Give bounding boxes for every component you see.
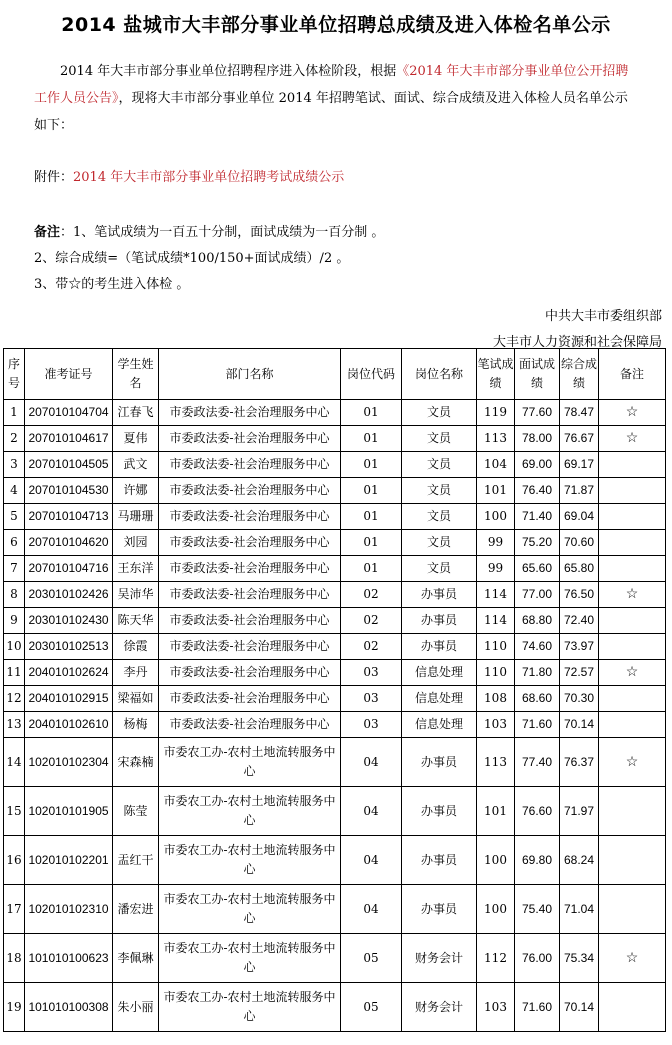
post-name: 文员 — [402, 530, 477, 556]
department: 市委农工办-农村土地流转服务中心 — [159, 738, 341, 787]
total-score: 70.60 — [560, 530, 599, 556]
intro-text-before: 2014 年大丰市部分事业单位招聘程序进入体检阶段，根据 — [60, 64, 397, 79]
exam-id: 203010102513 — [25, 634, 113, 660]
written-score: 110 — [477, 660, 515, 686]
interview-score: 75.20 — [515, 530, 560, 556]
post-name: 办事员 — [402, 885, 477, 934]
post-code: 02 — [341, 634, 402, 660]
remark — [599, 836, 666, 885]
written-score: 119 — [477, 400, 515, 426]
row-number: 15 — [4, 787, 25, 836]
post-name: 文员 — [402, 452, 477, 478]
total-score: 76.67 — [560, 426, 599, 452]
department: 市委农工办-农村土地流转服务中心 — [159, 836, 341, 885]
student-name: 宋森楠 — [113, 738, 159, 787]
remark: ☆ — [599, 426, 666, 452]
exam-id: 101010100308 — [25, 983, 113, 1032]
interview-score: 71.40 — [515, 504, 560, 530]
post-name: 财务会计 — [402, 983, 477, 1032]
interview-score: 74.60 — [515, 634, 560, 660]
student-name: 李佩琳 — [113, 934, 159, 983]
remark: ☆ — [599, 582, 666, 608]
note-line-3: 3、带☆的考生进入体检 。 — [34, 277, 190, 292]
written-score: 114 — [477, 608, 515, 634]
student-name: 吴沛华 — [113, 582, 159, 608]
total-score: 71.97 — [560, 787, 599, 836]
post-code: 01 — [341, 530, 402, 556]
note-line-1: ：1、笔试成绩为一百五十分制，面试成绩为一百分制 。 — [60, 225, 385, 240]
post-name: 信息处理 — [402, 660, 477, 686]
row-number: 2 — [4, 426, 25, 452]
interview-score: 68.80 — [515, 608, 560, 634]
header-no: 序号 — [4, 349, 25, 400]
department: 市委农工办-农村土地流转服务中心 — [159, 885, 341, 934]
total-score: 71.87 — [560, 478, 599, 504]
header-written-score: 笔试成绩 — [477, 349, 515, 400]
total-score: 68.24 — [560, 836, 599, 885]
table-row — [4, 787, 666, 836]
post-name: 办事员 — [402, 634, 477, 660]
post-name: 信息处理 — [402, 686, 477, 712]
department: 市委政法委-社会治理服务中心 — [159, 660, 341, 686]
table-row — [4, 686, 666, 712]
student-name: 陈天华 — [113, 608, 159, 634]
remark — [599, 608, 666, 634]
table-row — [4, 478, 666, 504]
post-code: 05 — [341, 934, 402, 983]
table-row — [4, 608, 666, 634]
post-code: 01 — [341, 504, 402, 530]
total-score: 65.80 — [560, 556, 599, 582]
written-score: 103 — [477, 983, 515, 1032]
row-number: 8 — [4, 582, 25, 608]
post-code: 01 — [341, 478, 402, 504]
remark: ☆ — [599, 738, 666, 787]
total-score: 69.04 — [560, 504, 599, 530]
exam-id: 207010104620 — [25, 530, 113, 556]
exam-id: 102010102304 — [25, 738, 113, 787]
row-number: 7 — [4, 556, 25, 582]
exam-id: 207010104716 — [25, 556, 113, 582]
post-code: 05 — [341, 983, 402, 1032]
student-name: 潘宏进 — [113, 885, 159, 934]
exam-id: 204010102915 — [25, 686, 113, 712]
exam-id: 102010102310 — [25, 885, 113, 934]
post-name: 文员 — [402, 504, 477, 530]
row-number: 6 — [4, 530, 25, 556]
interview-score: 69.00 — [515, 452, 560, 478]
exam-id: 207010104713 — [25, 504, 113, 530]
student-name: 江春飞 — [113, 400, 159, 426]
post-code: 04 — [341, 885, 402, 934]
student-name: 梁福如 — [113, 686, 159, 712]
post-code: 04 — [341, 738, 402, 787]
student-name: 李丹 — [113, 660, 159, 686]
post-name: 办事员 — [402, 582, 477, 608]
intro-paragraph — [34, 58, 634, 139]
interview-score: 76.00 — [515, 934, 560, 983]
post-code: 04 — [341, 787, 402, 836]
announcement-link[interactable]: 《2014 年大丰市部分事业单位公开招聘工作人员公告》 — [34, 64, 629, 106]
post-code: 04 — [341, 836, 402, 885]
table-row — [4, 983, 666, 1032]
post-name: 办事员 — [402, 608, 477, 634]
header-name: 学生姓名 — [113, 349, 159, 400]
remark — [599, 556, 666, 582]
post-code: 01 — [341, 426, 402, 452]
attachment-label: 附件： — [34, 170, 74, 185]
department: 市委农工办-农村土地流转服务中心 — [159, 983, 341, 1032]
table-row — [4, 400, 666, 426]
attachment-link[interactable]: 2014 年大丰市部分事业单位招聘考试成绩公示 — [73, 170, 345, 185]
interview-score: 69.80 — [515, 836, 560, 885]
remark — [599, 530, 666, 556]
remark — [599, 452, 666, 478]
row-number: 14 — [4, 738, 25, 787]
table-row — [4, 885, 666, 934]
exam-id: 207010104530 — [25, 478, 113, 504]
header-remark: 备注 — [599, 349, 666, 400]
post-name: 信息处理 — [402, 712, 477, 738]
exam-id: 207010104617 — [25, 426, 113, 452]
signature-org-2: 大丰市人力资源和社会保障局 — [492, 335, 662, 350]
header-post-code: 岗位代码 — [341, 349, 402, 400]
written-score: 110 — [477, 634, 515, 660]
remark — [599, 787, 666, 836]
post-code: 02 — [341, 582, 402, 608]
department: 市委政法委-社会治理服务中心 — [159, 452, 341, 478]
interview-score: 77.40 — [515, 738, 560, 787]
department: 市委政法委-社会治理服务中心 — [159, 686, 341, 712]
remark — [599, 983, 666, 1032]
department: 市委政法委-社会治理服务中心 — [159, 478, 341, 504]
remark — [599, 478, 666, 504]
written-score: 104 — [477, 452, 515, 478]
department: 市委政法委-社会治理服务中心 — [159, 582, 341, 608]
interview-score: 76.60 — [515, 787, 560, 836]
row-number: 10 — [4, 634, 25, 660]
exam-id: 203010102426 — [25, 582, 113, 608]
written-score: 101 — [477, 478, 515, 504]
post-name: 办事员 — [402, 738, 477, 787]
table-row — [4, 530, 666, 556]
department: 市委农工办-农村土地流转服务中心 — [159, 787, 341, 836]
table-row — [4, 452, 666, 478]
total-score: 75.34 — [560, 934, 599, 983]
header-department: 部门名称 — [159, 349, 341, 400]
table-row — [4, 836, 666, 885]
total-score: 69.17 — [560, 452, 599, 478]
post-code: 03 — [341, 660, 402, 686]
post-code: 03 — [341, 686, 402, 712]
written-score: 101 — [477, 787, 515, 836]
header-interview-score: 面试成绩 — [515, 349, 560, 400]
row-number: 16 — [4, 836, 25, 885]
written-score: 112 — [477, 934, 515, 983]
header-exam-id: 准考证号 — [25, 349, 113, 400]
written-score: 114 — [477, 582, 515, 608]
student-name: 刘园 — [113, 530, 159, 556]
department: 市委政法委-社会治理服务中心 — [159, 530, 341, 556]
table-row — [4, 634, 666, 660]
student-name: 武文 — [113, 452, 159, 478]
department: 市委政法委-社会治理服务中心 — [159, 400, 341, 426]
post-name: 文员 — [402, 400, 477, 426]
post-name: 办事员 — [402, 787, 477, 836]
post-name: 文员 — [402, 426, 477, 452]
remark: ☆ — [599, 934, 666, 983]
row-number: 3 — [4, 452, 25, 478]
written-score: 99 — [477, 556, 515, 582]
row-number: 17 — [4, 885, 25, 934]
interview-score: 78.00 — [515, 426, 560, 452]
table-row — [4, 504, 666, 530]
table-row — [4, 426, 666, 452]
remark — [599, 686, 666, 712]
row-number: 1 — [4, 400, 25, 426]
interview-score: 71.80 — [515, 660, 560, 686]
student-name: 盂红干 — [113, 836, 159, 885]
post-name: 文员 — [402, 556, 477, 582]
student-name: 夏伟 — [113, 426, 159, 452]
department: 市委政法委-社会治理服务中心 — [159, 634, 341, 660]
post-name: 文员 — [402, 478, 477, 504]
total-score: 73.97 — [560, 634, 599, 660]
intro-text-after: ，现将大丰市部分事业单位 2014 年招聘笔试、面试、综合成绩及进入体检人员名单公示如下： — [34, 91, 628, 133]
header-total-score: 综合成绩 — [560, 349, 599, 400]
signature-org-1: 中共大丰市委组织部 — [544, 309, 662, 324]
student-name: 许娜 — [113, 478, 159, 504]
post-name: 办事员 — [402, 836, 477, 885]
row-number: 13 — [4, 712, 25, 738]
post-code: 03 — [341, 712, 402, 738]
page-title: 2014 盐城市大丰部分事业单位招聘总成绩及进入体检名单公示 — [61, 14, 611, 36]
student-name: 朱小丽 — [113, 983, 159, 1032]
attachment-line — [34, 166, 344, 185]
post-code: 01 — [341, 400, 402, 426]
department: 市委政法委-社会治理服务中心 — [159, 504, 341, 530]
table-header-row — [4, 349, 666, 400]
written-score: 113 — [477, 426, 515, 452]
table-row — [4, 712, 666, 738]
exam-id: 204010102610 — [25, 712, 113, 738]
student-name: 陈莹 — [113, 787, 159, 836]
table-row — [4, 660, 666, 686]
student-name: 徐霞 — [113, 634, 159, 660]
total-score: 71.04 — [560, 885, 599, 934]
row-number: 5 — [4, 504, 25, 530]
student-name: 王东洋 — [113, 556, 159, 582]
row-number: 11 — [4, 660, 25, 686]
total-score: 78.47 — [560, 400, 599, 426]
total-score: 76.50 — [560, 582, 599, 608]
notes-label: 备注 — [34, 225, 61, 240]
exam-id: 102010102201 — [25, 836, 113, 885]
post-code: 01 — [341, 556, 402, 582]
interview-score: 71.60 — [515, 983, 560, 1032]
row-number: 19 — [4, 983, 25, 1032]
remark: ☆ — [599, 400, 666, 426]
table-row — [4, 582, 666, 608]
interview-score: 68.60 — [515, 686, 560, 712]
remark — [599, 634, 666, 660]
student-name: 马珊珊 — [113, 504, 159, 530]
exam-id: 204010102624 — [25, 660, 113, 686]
row-number: 4 — [4, 478, 25, 504]
notes-block — [34, 220, 384, 298]
post-code: 01 — [341, 452, 402, 478]
total-score: 70.14 — [560, 983, 599, 1032]
student-name: 杨梅 — [113, 712, 159, 738]
department: 市委政法委-社会治理服务中心 — [159, 556, 341, 582]
remark: ☆ — [599, 660, 666, 686]
remark — [599, 504, 666, 530]
interview-score: 65.60 — [515, 556, 560, 582]
row-number: 18 — [4, 934, 25, 983]
exam-id: 207010104505 — [25, 452, 113, 478]
interview-score: 76.40 — [515, 478, 560, 504]
table-row — [4, 556, 666, 582]
note-line-2: 2、综合成绩=（笔试成绩*100/150+面试成绩）/2 。 — [34, 251, 350, 266]
interview-score: 75.40 — [515, 885, 560, 934]
written-score: 108 — [477, 686, 515, 712]
written-score: 100 — [477, 836, 515, 885]
row-number: 12 — [4, 686, 25, 712]
written-score: 113 — [477, 738, 515, 787]
exam-id: 101010100623 — [25, 934, 113, 983]
exam-id: 207010104704 — [25, 400, 113, 426]
total-score: 70.14 — [560, 712, 599, 738]
department: 市委农工办-农村土地流转服务中心 — [159, 934, 341, 983]
department: 市委政法委-社会治理服务中心 — [159, 712, 341, 738]
remark — [599, 712, 666, 738]
interview-score: 77.60 — [515, 400, 560, 426]
row-number: 9 — [4, 608, 25, 634]
remark — [599, 885, 666, 934]
exam-id: 102010101905 — [25, 787, 113, 836]
total-score: 72.40 — [560, 608, 599, 634]
interview-score: 77.00 — [515, 582, 560, 608]
total-score: 76.37 — [560, 738, 599, 787]
post-name: 财务会计 — [402, 934, 477, 983]
post-code: 02 — [341, 608, 402, 634]
header-post-name: 岗位名称 — [402, 349, 477, 400]
department: 市委政法委-社会治理服务中心 — [159, 608, 341, 634]
total-score: 70.30 — [560, 686, 599, 712]
interview-score: 71.60 — [515, 712, 560, 738]
written-score: 100 — [477, 885, 515, 934]
results-table — [3, 348, 666, 1032]
exam-id: 203010102430 — [25, 608, 113, 634]
total-score: 72.57 — [560, 660, 599, 686]
written-score: 103 — [477, 712, 515, 738]
table-row — [4, 934, 666, 983]
written-score: 99 — [477, 530, 515, 556]
table-row — [4, 738, 666, 787]
written-score: 100 — [477, 504, 515, 530]
department: 市委政法委-社会治理服务中心 — [159, 426, 341, 452]
